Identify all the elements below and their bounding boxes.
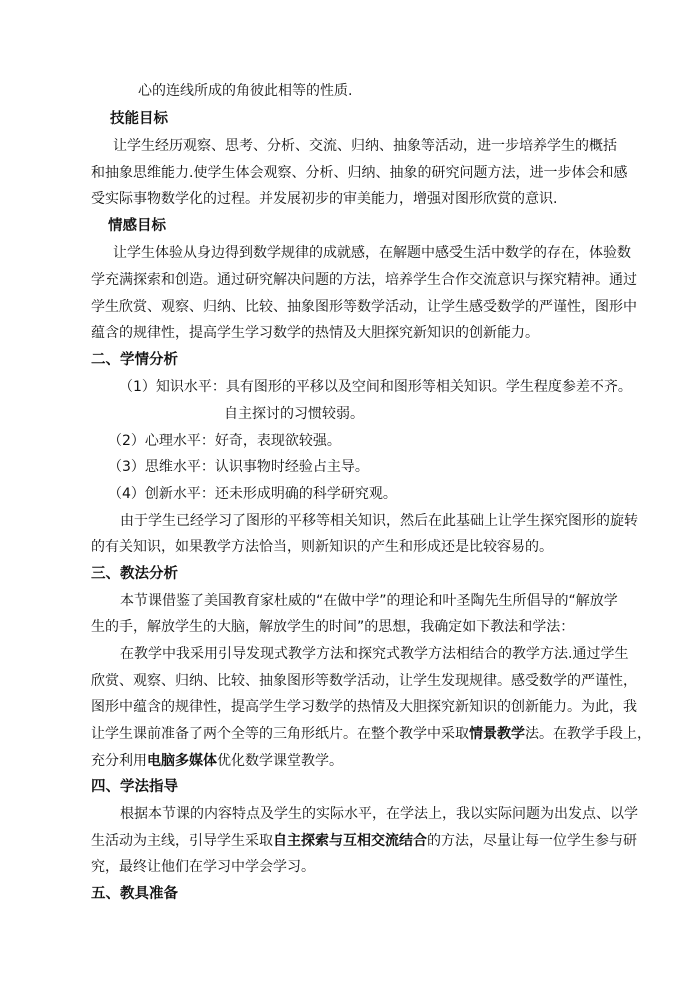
text-line: 学生欣赏、观察、归纳、比较、抽象图形等数学活动，让学生感受数学的严谨性，图形中 [91,299,637,315]
bold-text-run: 情景教学 [469,726,525,742]
text-run: 的方法，尽量让每一位学生参与研 [427,833,637,849]
section-heading-teaching-method: 三、教法分析 [91,566,178,582]
text-line: 学充满探索和创造。通过研究解决问题的方法，培养学生合作交流意识与探究精神。通过 [91,272,637,288]
text-line: 生的手，解放学生的大脑，解放学生的时间”的思想，我确定如下教法和学法： [91,619,575,635]
text-line: 本节课借鉴了美国教育家杜威的“在做中学”的理论和叶圣陶先生所倡导的“解放学 [120,593,618,609]
text-run: 优化数学课堂教学。 [217,753,343,769]
text-line: 让学生经历观察、思考、分析、交流、归纳、抽象等活动，进一步培养学生的概括 [113,138,617,154]
text-line-mixed [91,751,343,771]
list-item: （3）思维水平：认识事物时经验占主导。 [108,459,369,475]
text-line: 欣赏、观察、归纳、比较、抽象图形等数学活动，让学生发现规律。感受数学的严谨性， [91,673,637,689]
section-heading-learner-analysis: 二、学情分析 [91,352,178,368]
section-heading-emotion-goals: 情感目标 [108,218,166,234]
section-heading-learning-guidance: 四、学法指导 [91,779,178,795]
text-line-mixed [91,724,651,744]
text-line: 让学生体验从身边得到数学规律的成就感，在解题中感受生活中数学的存在，体验数 [113,245,631,261]
list-item-continuation: 自主探讨的习惯较弱。 [224,406,364,422]
text-run: 法。在教学手段上， [525,726,651,742]
text-line: 图形中蕴含的规律性，提高学生学习数学的热情及大胆探究新知识的创新能力。为此，我 [91,699,637,715]
text-line: 蕴含的规律性，提高学生学习数学的热情及大胆探究新知识的创新能力。 [91,325,539,341]
text-line: 的有关知识，如果教学方法恰当，则新知识的产生和形成还是比较容易的。 [91,539,553,555]
text-line-mixed [91,831,637,851]
list-item: （2）心理水平：好奇，表现欲较强。 [108,433,341,449]
text-line: 受实际事物数学化的过程。并发展初步的审美能力，增强对图形欣赏的意识. [91,191,558,207]
section-heading-skill-goals: 技能目标 [110,111,168,127]
text-line: 心的连线所成的角彼此相等的性质. [138,83,353,99]
list-item: （4）创新水平：还未形成明确的科学研究观。 [108,486,397,502]
text-run: 让学生课前准备了两个全等的三角形纸片。在整个教学中采取 [91,726,469,742]
text-line: 由于学生已经学习了图形的平移等相关知识，然后在此基础上让学生探究图形的旋转 [120,513,638,529]
text-line: 究，最终让他们在学习中学会学习。 [91,859,315,875]
bold-text-run: 自主探索与互相交流结合 [273,833,427,849]
bold-text-run: 电脑多媒体 [147,753,217,769]
text-run: 充分利用 [91,753,147,769]
section-heading-teaching-aids: 五、教具准备 [91,886,178,902]
list-item: （1）知识水平：具有图形的平移以及空间和图形等相关知识。学生程度参差不齐。 [119,379,632,395]
text-line: 在教学中我采用引导发现式教学方法和探究式教学方法相结合的教学方法.通过学生 [120,646,629,662]
text-run: 生活动为主线，引导学生采取 [91,833,273,849]
text-line: 和抽象思维能力.使学生体会观察、分析、归纳、抽象的研究问题方法，进一步体会和感 [91,165,628,181]
text-line: 根据本节课的内容特点及学生的实际水平，在学法上，我以实际问题为出发点、以学 [120,806,638,822]
